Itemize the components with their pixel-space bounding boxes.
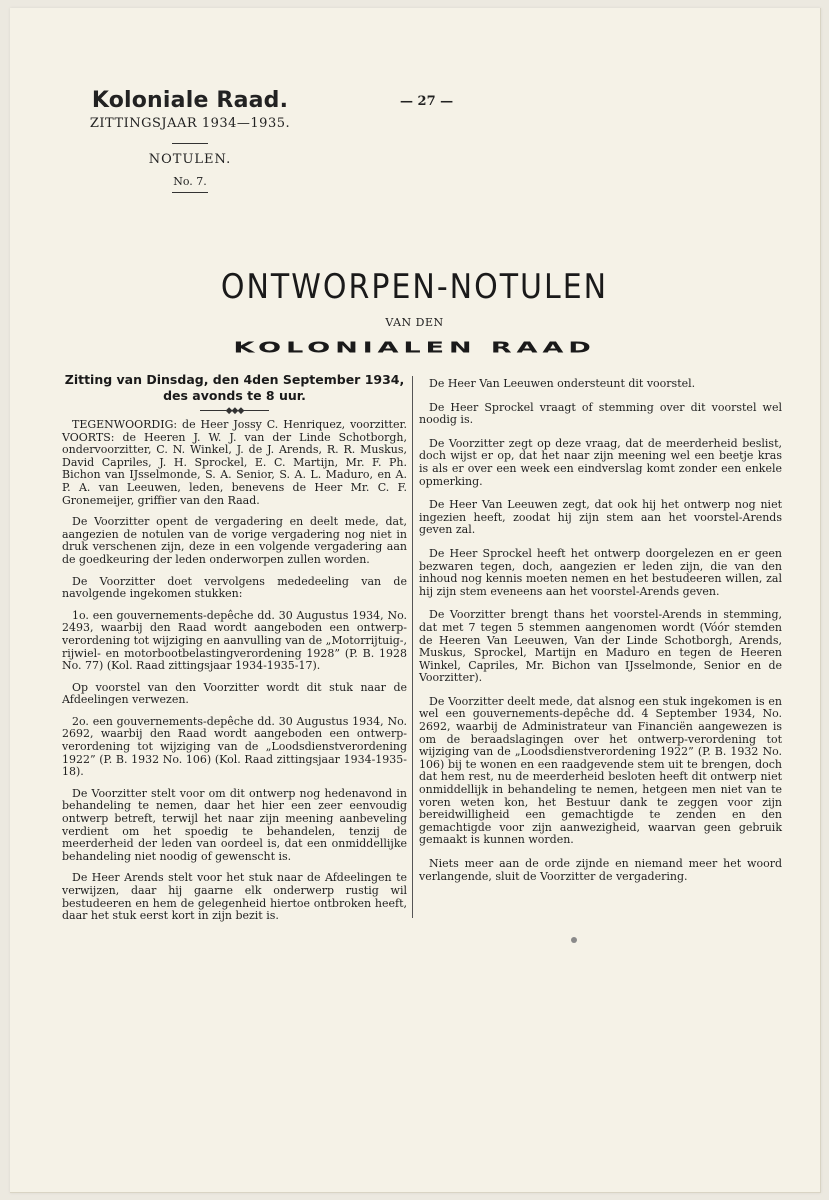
page-number: — 27 — — [400, 94, 454, 109]
title-band-kolonialen-raad: KOLONIALEN RAAD — [233, 339, 596, 357]
paragraph-sprockel-question: De Heer Sprockel vraagt of stemming over dit voorstel wel noodig is. — [419, 400, 782, 427]
paragraph-chair-answer: De Voorzitter zegt op deze vraag, dat de meerderheid beslist, doch wijst er op, dat het naar zijn meening wel een beetje kras is als er over een week een eindverslag komt zonder een enkele opmerking. — [419, 436, 782, 488]
masthead-divider — [172, 143, 208, 144]
left-column — [62, 372, 407, 932]
diamond-ornament-icon: ◆◆◆ — [225, 406, 244, 416]
ink-dot — [571, 937, 577, 943]
paragraph-vote-result: De Voorzitter brengt thans het voorstel-Arends in stemming, dat met 7 tegen 5 stemmen aangenomen wordt (Vóór stemden de Heeren Van Leeuwen, Van der Linde Schotborgh, Arends, Muskus, Sprockel, Martijn en Maduro en tegen de Heeren Winkel, Capriles, Mr. Bichon van IJsselmonde, Senior en de Voorzitter). — [419, 608, 782, 685]
paragraph-closing: Niets meer aan de orde zijnde en niemand meer het woord verlangende, sluit de Voorzitter de vergadering. — [419, 857, 782, 883]
column-divider — [412, 376, 413, 918]
session-year: ZITTINGSJAAR 1934—1935. — [89, 116, 291, 131]
document-title: ONTWORPEN-NOTULEN — [220, 267, 609, 308]
paragraph-sprockel-vote: De Heer Sprockel heeft het ontwerp doorgelezen en er geen bezwaren tegen, doch, aangezien er leden zijn, die van den inhoud nog kennis moeten nemen en het bestudeeren willen, zal hij zijn stem eveneens aan het voorstel-Arends geven. — [419, 546, 782, 598]
issue-number: No. 7. — [173, 175, 207, 188]
session-line-2: des avonds te 8 uur. — [163, 388, 306, 403]
session-heading — [62, 372, 407, 404]
paragraph-van-leeuwen-vote: De Heer Van Leeuwen zegt, dat ook hij het ontwerp nog niet ingezien heeft, zoodat hij zijn stem aan het voorstel-Arends geven zal. — [419, 498, 782, 537]
paragraph-incoming-items: De Voorzitter doet vervolgens mededeeling van de navolgende ingekomen stukken: — [62, 574, 407, 601]
right-column — [419, 378, 782, 894]
notulen-label: NOTULEN. — [148, 152, 232, 167]
title-van-den: VAN DEN — [385, 316, 444, 329]
masthead — [70, 88, 310, 193]
ornament-line-left — [200, 410, 226, 411]
paragraph-opening: De Voorzitter opent de vergadering en deelt mede, dat, aangezien de notulen van de vorige vergadering nog niet in druk verschenen zijn, deze in een volgende vergadering aan de goedkeuring der leden onderworpen zullen worden. — [62, 515, 407, 566]
paragraph-van-leeuwen-support: De Heer Van Leeuwen ondersteunt dit voorstel. — [429, 377, 696, 390]
ornament-line-right — [243, 410, 269, 411]
paragraph-referral: Op voorstel van den Voorzitter wordt dit stuk naar de Afdeelingen verwezen. — [62, 680, 407, 707]
paragraph-item-2: 2o. een gouvernements-depêche dd. 30 Augustus 1934, No. 2692, waarbij den Raad wordt aangeboden een ontwerp-verordening tot wijziging van de „Loodsdienstverordening 1922” (P. B. 1932 No. 106) (Kol. Raad zittingsjaar 1934-1935-18). — [62, 714, 407, 779]
paragraph-chair-proposal: De Voorzitter stelt voor om dit ontwerp nog hedenavond in behandeling te nemen, daar het hier een zeer eenvoudig ontwerp betreft, terwijl het naar zijn meening aanbeveling verdient om het spoedig te behandelen, tenzij de meerderheid der leden van oordeel is, dat een onmiddellijke behandeling niet noodig of gewenscht is. — [62, 786, 407, 863]
paragraph-attendance: TEGENWOORDIG: de Heer Jossy C. Henriquez, voorzitter. VOORTS: de Heeren J. W. J. van der Linde Schotborgh, ondervoorzitter, C. N. Winkel, J. de J. Arends, R. R. Muskus, David Capriles, J. H. Sprockel, E. C. Martijn, Mr. F. Ph. Bichon van IJsselmonde, S. A. Senior, S. A. L. Maduro, en A. P. A. van Leeuwen, leden, benevens de Heer Mr. C. F. Gronemeijer, griffier van den Raad. — [62, 418, 407, 507]
ornament-divider — [62, 405, 407, 417]
paragraph-item-1: 1o. een gouvernements-depêche dd. 30 Augustus 1934, No. 2493, waarbij den Raad wordt aangeboden een ontwerp-verordening tot wijziging en aanvulling van de „Motorrijtuig-, rijwiel- en motorbootbelastingverordening 1928” (P. B. 1928 No. 77) (Kol. Raad zittingsjaar 1934-1935-17). — [62, 608, 407, 673]
paragraph-arends-proposal: De Heer Arends stelt voor het stuk naar de Afdeelingen te verwijzen, daar hij gaarne elk onderwerp rustig wil bestudeeren en hem de gelegenheid hiertoe ontbroken heeft, daar het stuk eerst kort in zijn bezit is. — [62, 871, 407, 923]
council-name: Koloniale Raad. — [91, 88, 289, 113]
issue-underline — [172, 192, 208, 193]
session-line-1: Zitting van Dinsdag, den 4den September 1934, — [64, 372, 405, 387]
paragraph-late-item: De Voorzitter deelt mede, dat alsnog een stuk ingekomen is en wel een gouvernements-depêche dd. 4 September 1934, No. 2692, waarbij de Administrateur van Financiën aangewezen is om de beraadslagingen over het ontwerp-verordening tot wijziging van de „Loodsdienstverordening 1922” (P. B. 1932 No. 106) bij te wonen en een raadgevende stem uit te brengen, doch dat hem rest, nu de meerderheid besloten heeft dit ontwerp niet onmiddellijk in behandeling te nemen, hetgeen men niet van te voren weten kon, het Bestuur dank te zeggen voor zijn bereidwilligheid een gemachtigde te zenden en den gemachtigde voor zijn aanwezigheid, waarvan geen gebruik gemaakt is kunnen worden. — [419, 694, 782, 847]
